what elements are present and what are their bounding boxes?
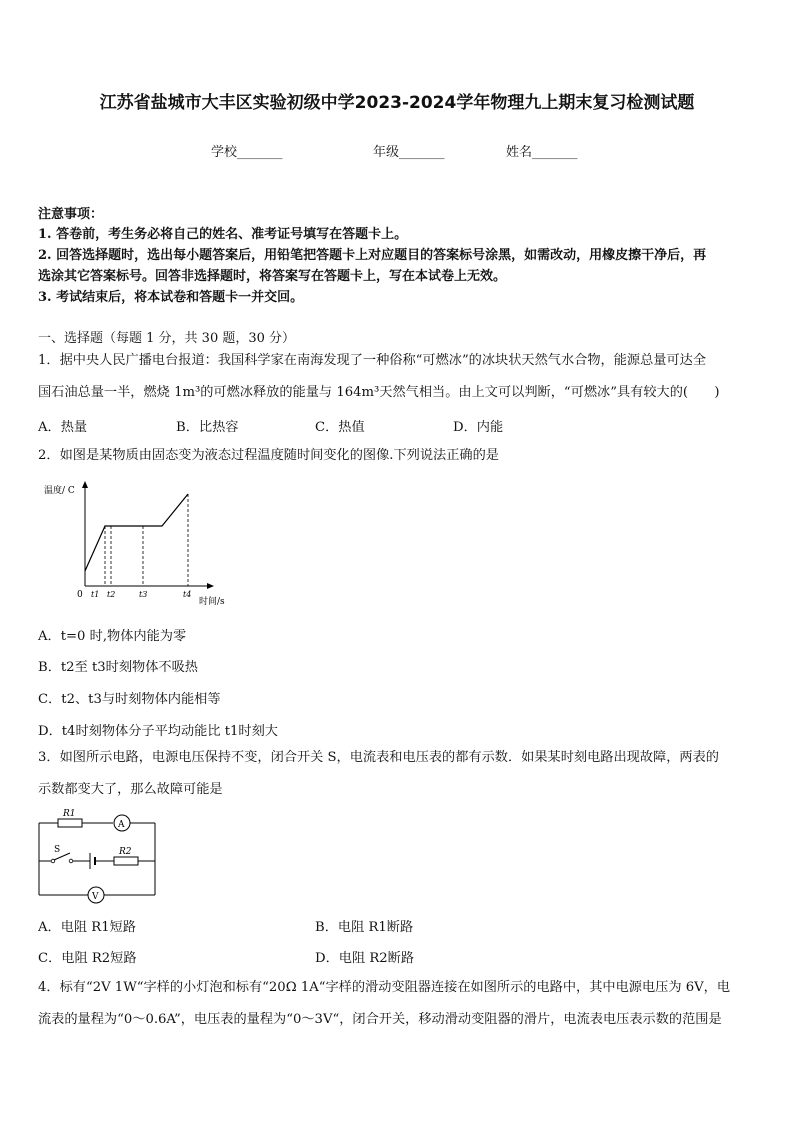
tick-t3: t3 [139, 590, 148, 599]
q3-stem-line2: 示数都变大了，那么故障可能是 [38, 782, 223, 797]
q3-stem-line1: 3．如图所示电路，电源电压保持不变，闭合开关 S，电流表和电压表的都有示数．如果某时刻电路出现故障，两表的 [38, 750, 719, 765]
q2-temperature-graph [40, 478, 240, 613]
r2-resistor [114, 857, 138, 865]
q1-stem-line1: 1．据中央人民广播电台报道：我国科学家在南海发现了一种俗称“可燃冰”的冰块状天然气水合物，能源总量可达全 [38, 353, 707, 368]
q2-option-c: C．t2、t3与时刻物体内能相等 [38, 692, 221, 707]
q2-stem: 2．如图是某物质由固态变为液态过程温度随时间变化的图像.下列说法正确的是 [38, 448, 499, 463]
r2-label: R2 [119, 847, 132, 857]
voltmeter-label: V [92, 892, 99, 902]
switch-label: S [54, 845, 61, 855]
q2-option-b: B．t2至 t3时刻物体不吸热 [38, 660, 198, 675]
notice-item-2: 2. 回答选择题时，选出每小题答案后，用铅笔把答题卡上对应题目的答案标号涂黑，如需改动，用橡皮擦干净后，再 [38, 248, 707, 263]
notice-item-1: 1. 答卷前，考生务必将自己的姓名、准考证号填写在答题卡上。 [38, 227, 408, 242]
q4-stem-line2: 流表的量程为“0～0.6A”，电压表的量程为“0～3V“，闭合开关，移动滑动变阻器的滑片，电流表电压表示数的范围是 [38, 1012, 722, 1027]
q2-option-a: A．t=0 时,物体内能为零 [38, 629, 187, 644]
section-heading: 一、选择题（每题 1 分，共 30 题，30 分） [38, 331, 296, 346]
x-axis-arrow [207, 583, 214, 589]
ammeter-label: A [118, 820, 125, 830]
q1-stem-line2: 国石油总量一半，燃烧 1m³的可燃冰释放的能量与 164m³天然气相当。由上文可以判断，“可燃冰”具有较大的( ) [38, 385, 720, 400]
y-axis-label: 温度/ C [44, 486, 75, 496]
name-field: 姓名_______ [506, 145, 578, 160]
q3-option-c: C．电阻 R2短路 [38, 951, 137, 966]
q3-option-d: D．电阻 R2断路 [315, 951, 415, 966]
q1-option-b: B．比热容 [176, 420, 239, 435]
x-axis-label: 时间/s [199, 597, 225, 607]
r1-resistor [58, 819, 82, 827]
q1-option-a: A．热量 [38, 420, 88, 435]
q3-circuit-diagram [34, 806, 164, 909]
notice-item-2-cont: 选涂其它答案标号。回答非选择题时，将答案写在答题卡上，写在本试卷上无效。 [38, 269, 507, 284]
q1-option-d: D．内能 [453, 420, 504, 435]
tick-t4: t4 [183, 590, 192, 599]
q4-stem-line1: 4．标有“2V 1W“字样的小灯泡和标有“20Ω 1A“字样的滑动变阻器连接在如图所示的电路中，其中电源电压为 6V，电 [38, 980, 731, 995]
notice-heading: 注意事项： [38, 207, 104, 222]
exam-title: 江苏省盐城市大丰区实验初级中学2023-2024学年物理九上期末复习检测试题 [99, 93, 695, 113]
y-axis-arrow [82, 481, 88, 488]
q3-option-b: B．电阻 R1断路 [315, 920, 414, 935]
grade-field: 年级_______ [373, 145, 445, 160]
notice-item-3: 3. 考试结束后，将本试卷和答题卡一并交回。 [38, 290, 304, 305]
q1-option-c: C．热值 [315, 420, 365, 435]
school-field: 学校_______ [211, 145, 283, 160]
r1-label: R1 [63, 809, 76, 819]
origin-label: 0 [77, 590, 83, 600]
temperature-curve [85, 494, 188, 571]
tick-t2: t2 [107, 590, 116, 599]
q3-option-a: A．电阻 R1短路 [38, 920, 136, 935]
q2-option-d: D．t4时刻物体分子平均动能比 t1时刻大 [38, 724, 278, 739]
tick-t1: t1 [91, 590, 100, 599]
